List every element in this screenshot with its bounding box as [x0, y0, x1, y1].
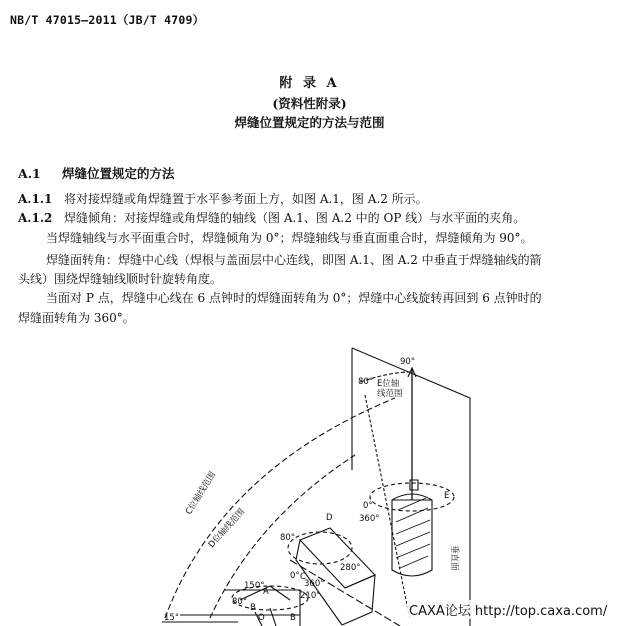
- label-a: A: [263, 587, 269, 597]
- label-vertical-plane: 垂直面: [449, 545, 459, 571]
- standard-number: NB/T 47015—2011（JB/T 4709）: [10, 13, 205, 27]
- e-weld-body: [392, 500, 432, 576]
- label-210: 210°: [300, 591, 321, 601]
- label-360-e: 360°: [359, 514, 380, 524]
- label-80-top: 80°: [358, 377, 374, 387]
- label-o: O: [258, 613, 265, 623]
- label-b2: B: [290, 613, 296, 623]
- label-d-range: D位轴线范围: [206, 506, 248, 551]
- e-weld-cap: [410, 480, 418, 490]
- paragraph-rotation-def-cont: 头线）围绕焊缝轴线顺时针旋转角度。: [18, 272, 223, 286]
- label-90: 90°: [400, 357, 416, 367]
- paragraph-text: 将对接焊缝或角焊缝置于水平参考面上方，如图 A.1，图 A.2 所示。: [64, 192, 428, 206]
- appendix-subtitle: (资料性附录): [272, 96, 347, 111]
- label-b: B: [250, 603, 256, 613]
- label-280: 280°: [340, 563, 361, 573]
- label-360-c: 360°: [304, 579, 325, 589]
- label-80-b: 80°: [232, 597, 248, 607]
- label-c-range: C位轴线范围: [184, 470, 219, 517]
- c-range-arc: [165, 398, 395, 618]
- label-c: C: [300, 572, 306, 582]
- paragraph-tilt-values: 当焊缝轴线与水平面重合时，焊缝倾角为 0°；焊缝轴线与垂直面重合时，焊缝倾角为 90°。: [46, 231, 533, 245]
- section-title: 焊缝位置规定的方法: [62, 166, 175, 181]
- paragraph-text: 焊缝倾角：对接焊缝或角焊缝的轴线（图 A.1、图 A.2 中的 OP 线）与水平面的夹角。: [64, 211, 526, 225]
- watermark: CAXA论坛 http://top.caxa.com/: [407, 600, 609, 619]
- appendix-title: 附 录 A: [279, 76, 340, 91]
- paragraph-rotation-def: 焊缝面转角：焊缝中心线（焊根与盖面层中心连线，即图 A.1、图 A.2 中垂直于焊缝轴线的箭: [46, 253, 542, 267]
- label-15: 15°: [164, 613, 180, 623]
- e-weld-bead: [396, 498, 430, 568]
- vertical-plane-outline: [352, 348, 470, 626]
- appendix-heading: 焊缝位置规定的方法与范围: [234, 115, 385, 130]
- label-80-d: 80°: [280, 533, 296, 543]
- label-150: 150°: [244, 581, 265, 591]
- d-rotation-ellipse: [288, 532, 352, 564]
- label-0-c: 0°: [290, 571, 300, 581]
- label-0-e: 0°: [363, 501, 373, 511]
- label-d: D: [326, 513, 333, 523]
- section-number: A.1: [18, 166, 41, 181]
- paragraph-p-point: 当面对 P 点，焊缝中心线在 6 点钟时的焊缝面转角为 0°；焊缝中心线旋转再回到 6 点钟时的: [46, 291, 542, 305]
- paragraph-number: A.1.2: [18, 211, 53, 225]
- d-weld-block-side: [342, 575, 375, 625]
- label-e-range: E位轴: [377, 379, 400, 389]
- label-e: E: [444, 491, 450, 501]
- paragraph-number: A.1.1: [18, 192, 53, 206]
- paragraph-p-point-cont: 焊缝面转角为 360°。: [18, 311, 135, 325]
- label-e-range-2: 线范围: [377, 389, 403, 399]
